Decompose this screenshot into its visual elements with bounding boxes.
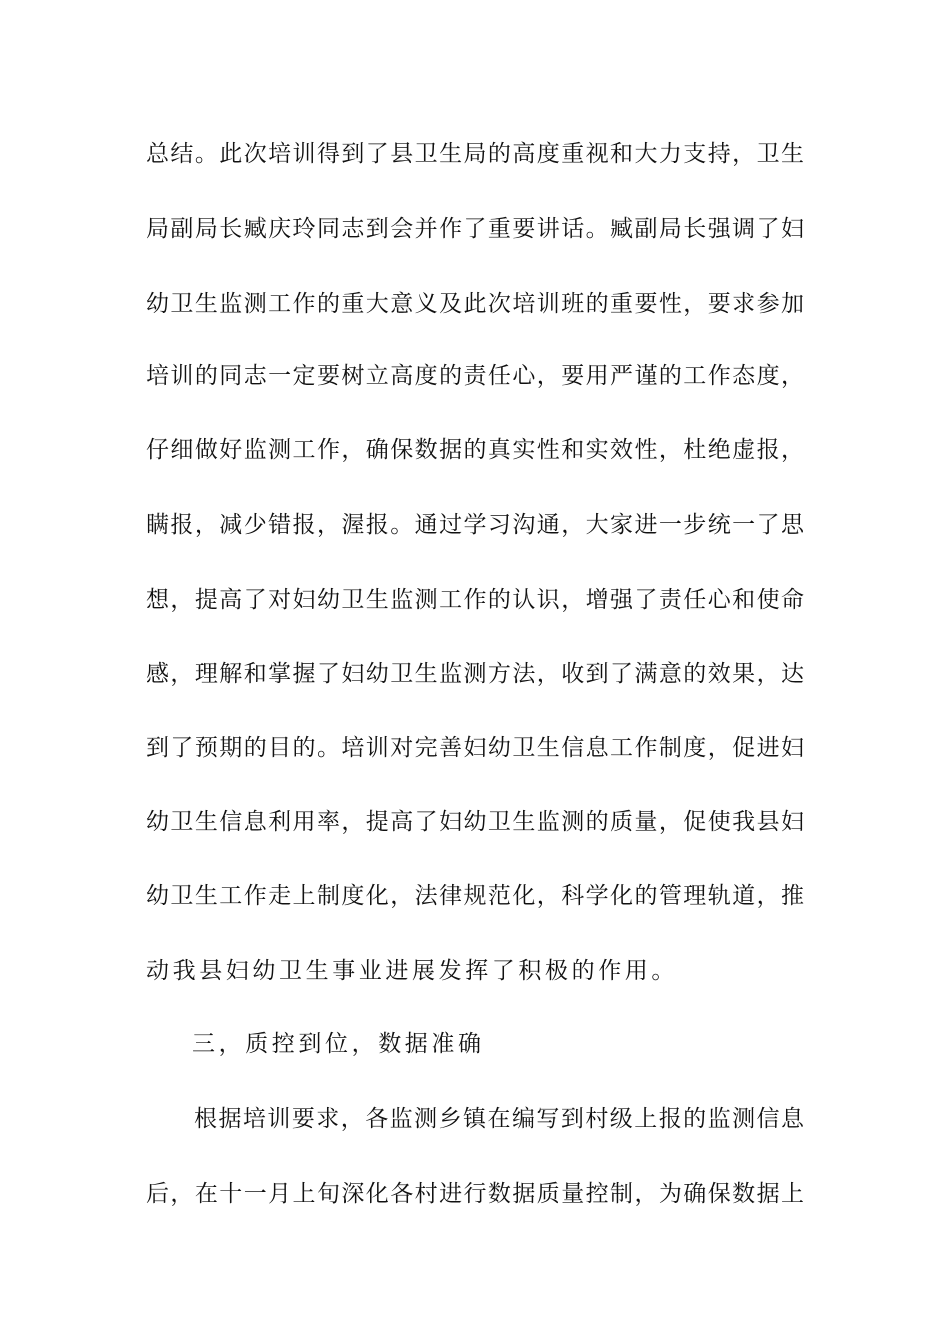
text-line: 局副局长臧庆玲同志到会并作了重要讲话。臧副局长强调了妇 — [146, 216, 804, 242]
section-heading: 三，质控到位，数据准确 — [192, 1031, 485, 1057]
text-line: 想，提高了对妇幼卫生监测工作的认识，增强了责任心和使命 — [146, 587, 804, 613]
text-line: 培训的同志一定要树立高度的责任心，要用严谨的工作态度， — [146, 363, 804, 389]
text-line: 总结。此次培训得到了县卫生局的高度重视和大力支持，卫生 — [146, 141, 804, 167]
text-line: 幼卫生监测工作的重大意义及此次培训班的重要性，要求参加 — [146, 291, 804, 317]
text-line-last: 动我县妇幼卫生事业进展发挥了积极的作用。 — [146, 958, 678, 984]
text-line: 后，在十一月上旬深化各村进行数据质量控制，为确保数据上 — [146, 1181, 804, 1207]
text-line: 瞒报，减少错报，渥报。通过学习沟通，大家进一步统一了思 — [146, 512, 804, 538]
text-line: 幼卫生信息利用率，提高了妇幼卫生监测的质量，促使我县妇 — [146, 809, 804, 835]
text-line: 仔细做好监测工作，确保数据的真实性和实效性，杜绝虚报， — [146, 437, 804, 463]
text-line: 到了预期的目的。培训对完善妇幼卫生信息工作制度，促进妇 — [146, 735, 804, 761]
text-line: 感，理解和掌握了妇幼卫生监测方法，收到了满意的效果，达 — [146, 661, 804, 687]
text-line: 幼卫生工作走上制度化，法律规范化，科学化的管理轨道，推 — [146, 883, 804, 909]
text-line-indented: 根据培训要求，各监测乡镇在编写到村级上报的监测信息 — [194, 1106, 804, 1132]
